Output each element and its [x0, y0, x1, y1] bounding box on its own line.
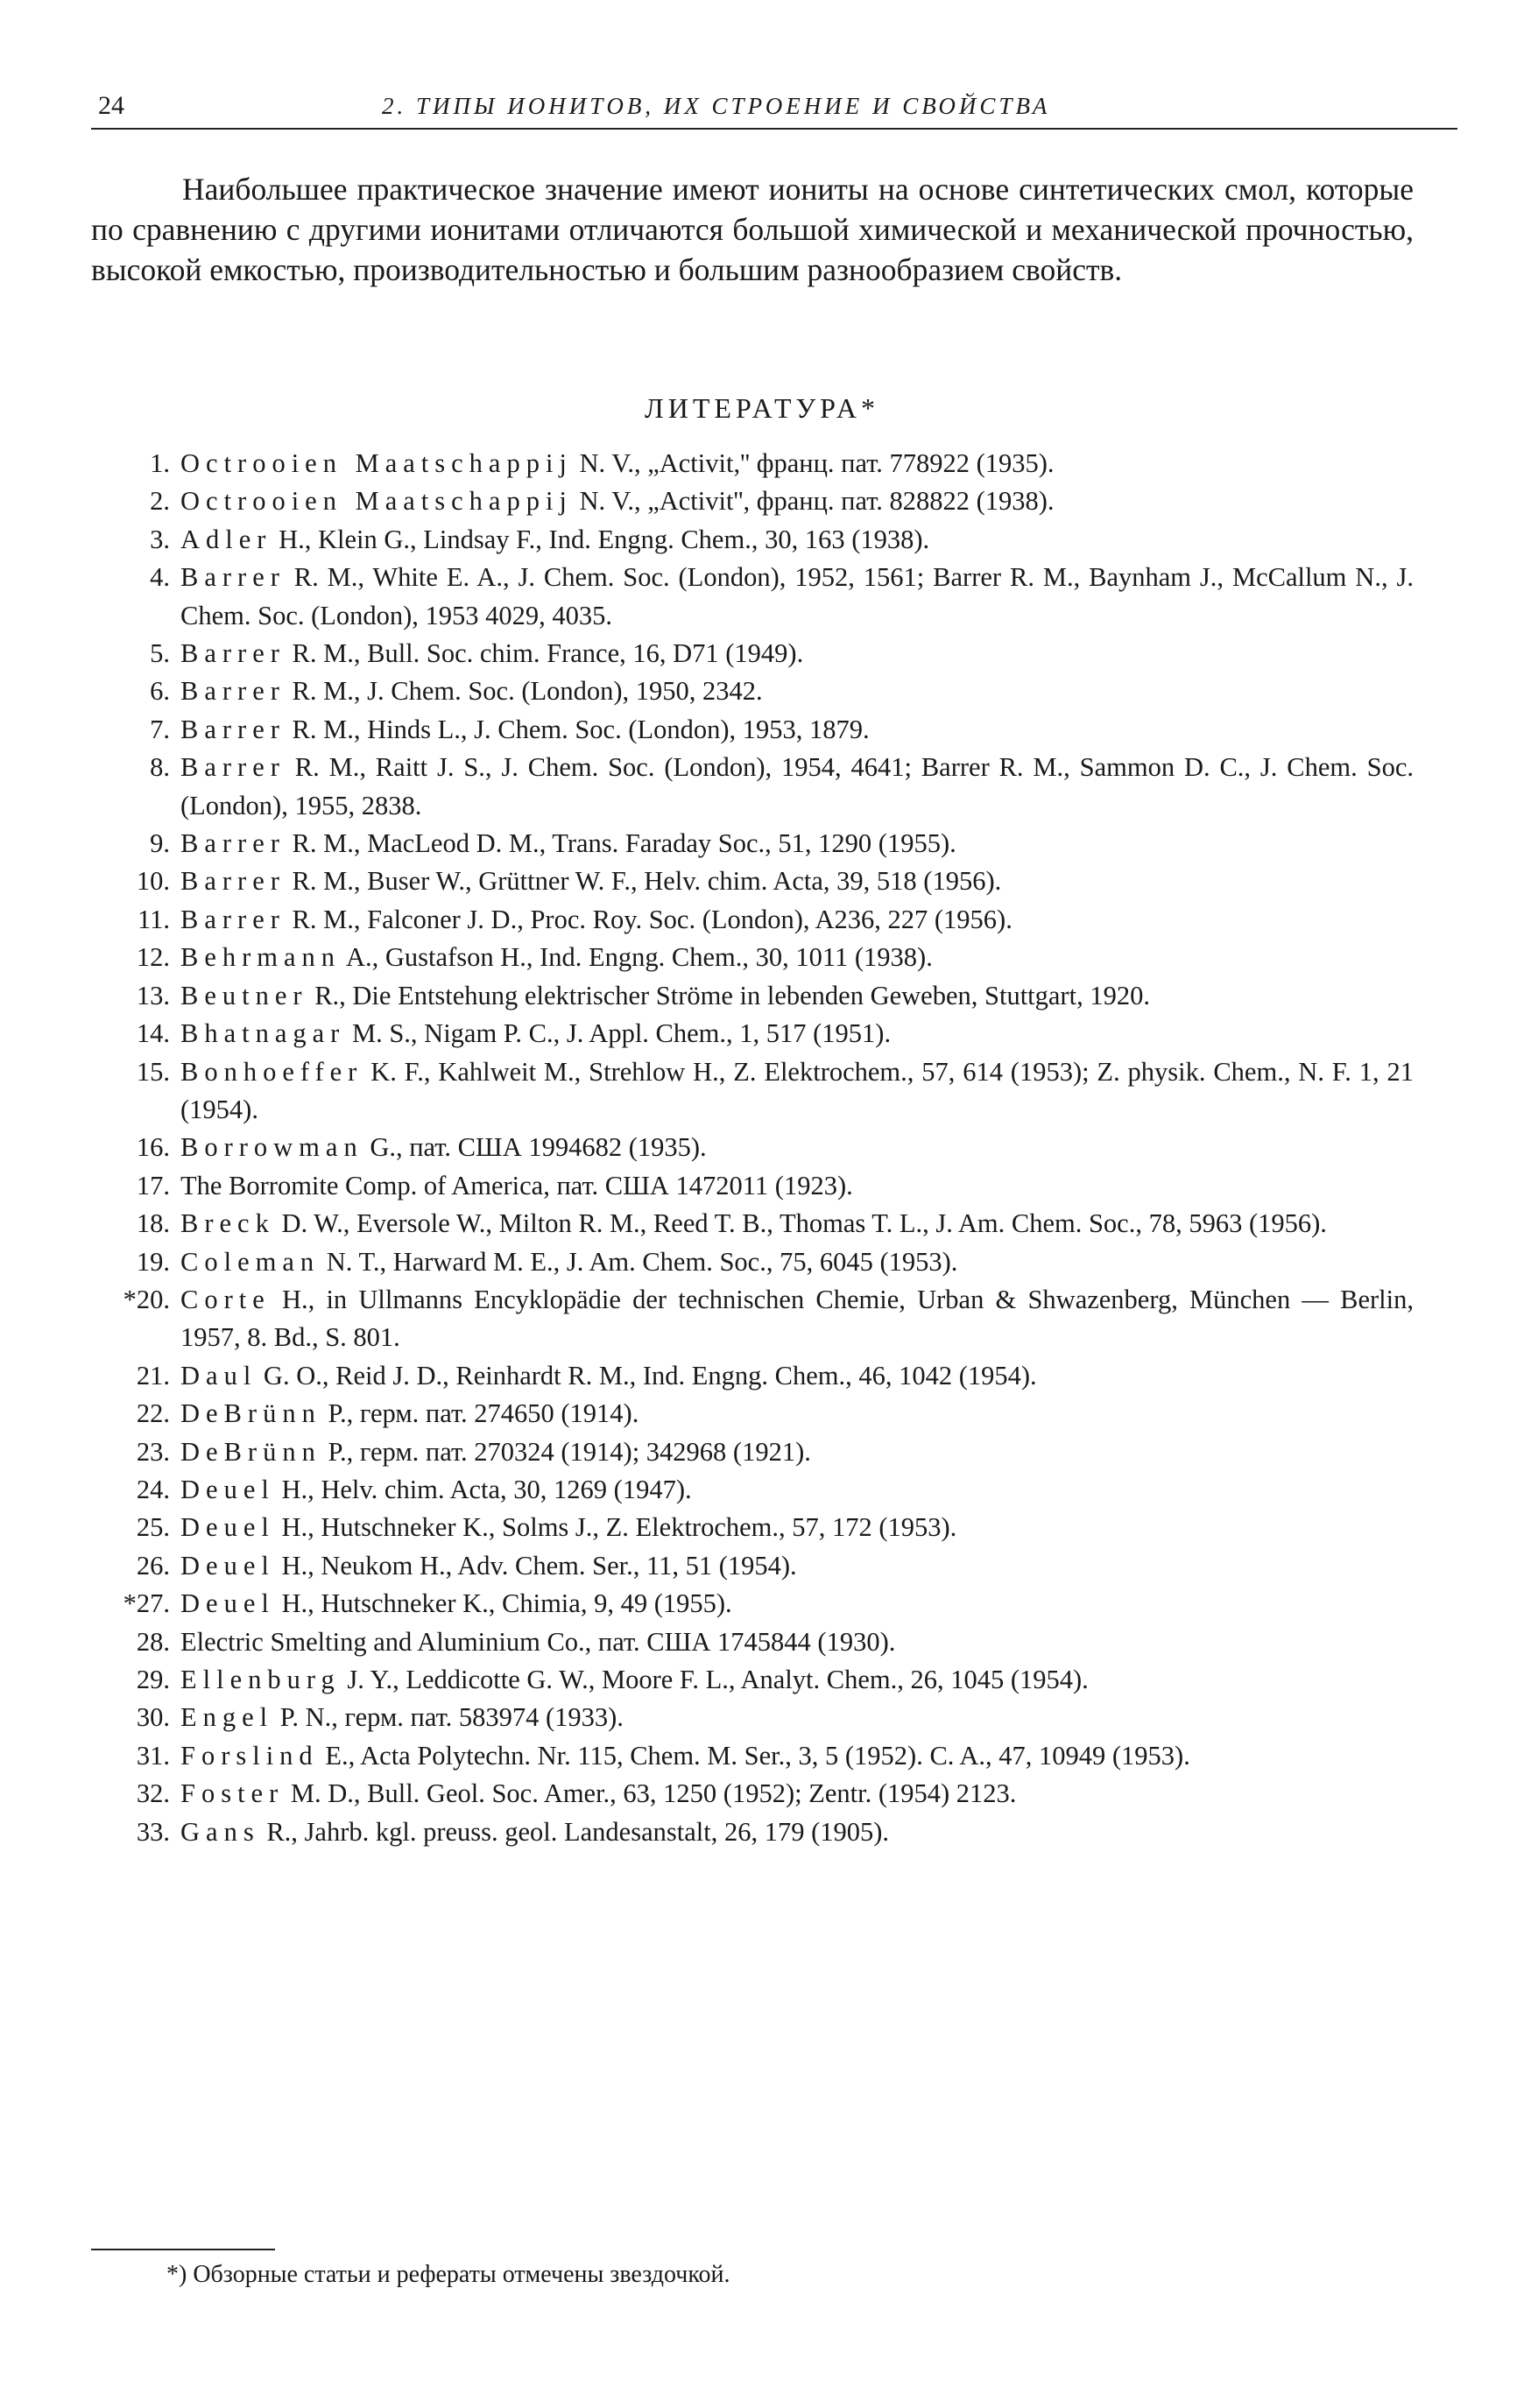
reference-item — [91, 825, 1414, 863]
reference-author: Ellenburg — [180, 1665, 341, 1694]
reference-author: Forslind — [180, 1740, 319, 1771]
reference-author: DeBrünn — [180, 1398, 321, 1429]
reference-details: N. V., „Activit'', франц. пат. 828822 (1938). — [572, 486, 1055, 517]
reference-text — [180, 863, 1414, 900]
intro-paragraph — [91, 169, 1414, 290]
reference-item — [91, 559, 1414, 635]
reference-author: Deuel — [180, 1512, 275, 1543]
reference-text — [180, 1471, 1414, 1509]
reference-details: The Borromite Comp. of America, пат. США 1472011 (1923). — [180, 1170, 853, 1200]
reference-author: Octrooien Maatschappij — [180, 486, 573, 517]
reference-text — [180, 901, 1414, 939]
reference-author: Beutner — [180, 980, 308, 1010]
page-header — [91, 88, 1457, 130]
reference-text — [180, 1661, 1414, 1699]
reference-number: 32. — [136, 1778, 170, 1809]
reference-author: Gans — [180, 1816, 260, 1847]
reference-details: R. M., Hinds L., J. Chem. Soc. (London), 1953, 1879. — [285, 714, 870, 744]
reference-details: H., Neukom H., Adv. Chem. Ser., 11, 51 (1954). — [274, 1550, 797, 1581]
reference-author: Foster — [180, 1778, 285, 1809]
reference-details: H., Klein G., Lindsay F., Ind. Engng. Chem., 30, 163 (1938). — [272, 524, 930, 554]
reference-author: Barrer — [180, 752, 286, 783]
reference-text — [180, 1395, 1414, 1433]
reference-author: Engel — [180, 1702, 274, 1733]
reference-author: Corte — [180, 1284, 271, 1314]
reference-number: 24. — [136, 1474, 170, 1504]
reference-item — [91, 863, 1414, 900]
reference-details: G., пат. США 1994682 (1935). — [363, 1132, 707, 1163]
reference-details: H., in Ullmanns Encyklopädie der technischen Chemie, Urban & Shwazenberg, München — Berlin, 1957, 8. Bd., S. 801. — [180, 1284, 1414, 1353]
reference-text — [180, 1281, 1414, 1357]
reference-item — [91, 901, 1414, 939]
reference-item — [91, 1585, 1414, 1623]
reference-number: 4. — [150, 562, 170, 593]
reference-item — [91, 1167, 1414, 1205]
reference-author: Deuel — [180, 1474, 275, 1504]
reference-text — [180, 825, 1414, 863]
footnote: *) Обзорные статьи и рефераты отмечены звездочкой. — [166, 2261, 730, 2288]
reference-text — [180, 635, 1414, 672]
reference-item — [91, 1813, 1414, 1851]
reference-text — [180, 1015, 1414, 1053]
reference-item — [91, 1737, 1414, 1775]
reference-author: Barrer — [180, 638, 286, 669]
reference-details: R., Die Entstehung elektrischer Ströme in lebenden Geweben, Stuttgart, 1920. — [307, 980, 1150, 1010]
reference-author: Deuel — [180, 1588, 275, 1619]
reference-list — [91, 445, 1414, 1851]
reference-text — [180, 1737, 1414, 1775]
reference-number: 9. — [150, 828, 170, 859]
reference-item — [91, 521, 1414, 559]
reference-number: 21. — [136, 1360, 170, 1391]
reference-details: R. M., Raitt J. S., J. Chem. Soc. (London), 1954, 4641; Barrer R. M., Sammon D. C., J. Chem. Soc. (London), 1955, 2838. — [180, 752, 1414, 820]
reference-text — [180, 711, 1414, 749]
reference-number: 5. — [150, 638, 170, 669]
reference-details: Electric Smelting and Aluminium Co., пат. США 1745844 (1930). — [180, 1626, 896, 1657]
reference-author: Bhatnagar — [180, 1018, 346, 1049]
reference-number: 15. — [136, 1056, 170, 1087]
reference-item — [91, 1433, 1414, 1471]
reference-number: 13. — [136, 980, 170, 1010]
reference-text — [180, 1509, 1414, 1546]
running-title: 2. ТИПЫ ИОНИТОВ, ИХ СТРОЕНИЕ И СВОЙСТВА — [382, 93, 1051, 119]
reference-item — [91, 1129, 1414, 1166]
reference-item — [91, 1775, 1414, 1813]
reference-details: H., Hutschneker K., Solms J., Z. Elektrochem., 57, 172 (1953). — [274, 1512, 957, 1543]
reference-details: H., Hutschneker K., Chimia, 9, 49 (1955). — [274, 1588, 732, 1619]
reference-number: 7. — [150, 714, 170, 744]
reference-details: G. O., Reid J. D., Reinhardt R. M., Ind. Engng. Chem., 46, 1042 (1954). — [257, 1360, 1037, 1391]
reference-details: R., Jahrb. kgl. preuss. geol. Landesanstalt, 26, 179 (1905). — [259, 1816, 890, 1847]
reference-details: K. F., Kahlweit M., Strehlow H., Z. Elektrochem., 57, 614 (1953); Z. physik. Chem., N. F. 1, 21 (1954). — [180, 1056, 1414, 1124]
reference-author: Barrer — [180, 562, 286, 593]
reference-details: R. M., MacLeod D. M., Trans. Faraday Soc., 51, 1290 (1955). — [285, 828, 956, 859]
reference-number: 1. — [150, 448, 170, 478]
intro-text: Наибольшее практическое значение имеют иониты на основе синтетических смол, которые по сравнению с другими ионитами отличаются большой химической и механической прочностью, высокой емкостью, производительностью и большим разнообразием свойств. — [91, 172, 1414, 287]
reference-number: 28. — [136, 1626, 170, 1657]
reference-number: 31. — [136, 1740, 170, 1771]
reference-author: Behrmann — [180, 942, 342, 973]
reference-author: Borrowman — [180, 1132, 363, 1163]
footnote-rule — [91, 2249, 275, 2250]
reference-author: Barrer — [180, 828, 286, 859]
reference-text — [180, 482, 1414, 520]
reference-details: N. T., Harward M. E., J. Am. Chem. Soc., 75, 6045 (1953). — [320, 1246, 958, 1277]
reference-item — [91, 1661, 1414, 1699]
reference-author: Octrooien Maatschappij — [180, 448, 573, 478]
reference-number: *20. — [123, 1284, 170, 1314]
reference-text — [180, 1205, 1414, 1243]
reference-text — [180, 1433, 1414, 1471]
reference-number: 10. — [136, 866, 170, 897]
page-number: 24 — [98, 91, 124, 120]
reference-author: Daul — [180, 1360, 258, 1391]
reference-number: 2. — [150, 486, 170, 517]
reference-text — [180, 559, 1414, 635]
reference-details: M. D., Bull. Geol. Soc. Amer., 63, 1250 (1952); Zentr. (1954) 2123. — [284, 1778, 1017, 1809]
reference-item — [91, 749, 1414, 825]
reference-details: P., герм. пат. 270324 (1914); 342968 (1921). — [321, 1436, 811, 1467]
reference-details: M. S., Nigam P. C., J. Appl. Chem., 1, 517 (1951). — [345, 1018, 892, 1049]
reference-number: 18. — [136, 1208, 170, 1239]
reference-number: 17. — [136, 1170, 170, 1200]
reference-details: P. N., герм. пат. 583974 (1933). — [273, 1702, 624, 1733]
reference-text — [180, 1585, 1414, 1623]
reference-author: Adler — [180, 524, 272, 554]
reference-details: D. W., Eversole W., Milton R. M., Reed T. B., Thomas T. L., J. Am. Chem. Soc., 78, 5963 (1956). — [274, 1208, 1327, 1239]
reference-item — [91, 672, 1414, 710]
reference-number: 30. — [136, 1702, 170, 1733]
reference-item — [91, 1053, 1414, 1130]
reference-author: Bonhoeffer — [180, 1056, 363, 1087]
reference-item — [91, 977, 1414, 1015]
reference-author: Barrer — [180, 676, 286, 707]
reference-item — [91, 1395, 1414, 1433]
reference-item — [91, 1205, 1414, 1243]
reference-text — [180, 1775, 1414, 1813]
reference-number: 33. — [136, 1816, 170, 1847]
reference-author: DeBrünn — [180, 1436, 321, 1467]
reference-item — [91, 1015, 1414, 1053]
reference-item — [91, 1509, 1414, 1546]
reference-number: 14. — [136, 1018, 170, 1049]
reference-item — [91, 1547, 1414, 1585]
reference-number: 26. — [136, 1550, 170, 1581]
reference-author: Coleman — [180, 1246, 321, 1277]
reference-text — [180, 672, 1414, 710]
reference-details: R. M., J. Chem. Soc. (London), 1950, 2342. — [285, 676, 763, 707]
reference-author: Barrer — [180, 904, 286, 934]
reference-item — [91, 1281, 1414, 1357]
reference-details: R. M., Falconer J. D., Proc. Roy. Soc. (London), A236, 227 (1956). — [285, 904, 1012, 934]
reference-text — [180, 1167, 1414, 1205]
reference-author: Breck — [180, 1208, 275, 1239]
reference-item — [91, 1699, 1414, 1736]
reference-item — [91, 482, 1414, 520]
reference-text — [180, 977, 1414, 1015]
reference-details: R. M., White E. A., J. Chem. Soc. (London), 1952, 1561; Barrer R. M., Baynham J., McCallum N., J. Chem. Soc. (London), 1953 4029, 4035. — [180, 562, 1414, 630]
reference-details: E., Acta Polytechn. Nr. 115, Chem. M. Ser., 3, 5 (1952). C. A., 47, 10949 (1953). — [318, 1740, 1190, 1771]
reference-details: A., Gustafson H., Ind. Engng. Chem., 30, 1011 (1938). — [341, 942, 933, 973]
reference-details: J. Y., Leddicotte G. W., Moore F. L., Analyt. Chem., 26, 1045 (1954). — [340, 1665, 1089, 1694]
reference-number: 22. — [136, 1398, 170, 1429]
reference-text — [180, 1623, 1414, 1661]
reference-item — [91, 1623, 1414, 1661]
reference-text — [180, 1699, 1414, 1736]
reference-number: 19. — [136, 1246, 170, 1277]
reference-text — [180, 1129, 1414, 1166]
reference-text — [180, 1813, 1414, 1851]
reference-details: R. M., Buser W., Grüttner W. F., Helv. chim. Acta, 39, 518 (1956). — [285, 866, 1002, 897]
reference-author: Deuel — [180, 1550, 275, 1581]
reference-details: R. M., Bull. Soc. chim. France, 16, D71 (1949). — [285, 638, 804, 669]
reference-text — [180, 1053, 1414, 1130]
reference-text — [180, 445, 1414, 482]
literature-heading: ЛИТЕРАТУРА* — [645, 392, 879, 424]
reference-number: *27. — [123, 1588, 170, 1619]
reference-details: P., герм. пат. 274650 (1914). — [321, 1398, 639, 1429]
reference-number: 29. — [136, 1665, 170, 1694]
reference-text — [180, 1243, 1414, 1281]
reference-number: 3. — [150, 524, 170, 554]
reference-number: 12. — [136, 942, 170, 973]
reference-item — [91, 939, 1414, 976]
reference-number: 25. — [136, 1512, 170, 1543]
reference-item — [91, 1357, 1414, 1395]
reference-number: 23. — [136, 1436, 170, 1467]
reference-number: 11. — [138, 904, 170, 934]
reference-text — [180, 939, 1414, 976]
reference-author: Barrer — [180, 866, 286, 897]
reference-item — [91, 1471, 1414, 1509]
reference-author: Barrer — [180, 714, 286, 744]
reference-number: 6. — [150, 676, 170, 707]
reference-number: 8. — [150, 752, 170, 783]
reference-text — [180, 1547, 1414, 1585]
reference-item — [91, 445, 1414, 482]
reference-details: H., Helv. chim. Acta, 30, 1269 (1947). — [274, 1474, 692, 1504]
reference-number: 16. — [136, 1132, 170, 1163]
reference-item — [91, 1243, 1414, 1281]
reference-text — [180, 521, 1414, 559]
reference-text — [180, 749, 1414, 825]
reference-text — [180, 1357, 1414, 1395]
reference-details: N. V., „Activit,'' франц. пат. 778922 (1935). — [572, 448, 1055, 478]
reference-item — [91, 635, 1414, 672]
reference-item — [91, 711, 1414, 749]
